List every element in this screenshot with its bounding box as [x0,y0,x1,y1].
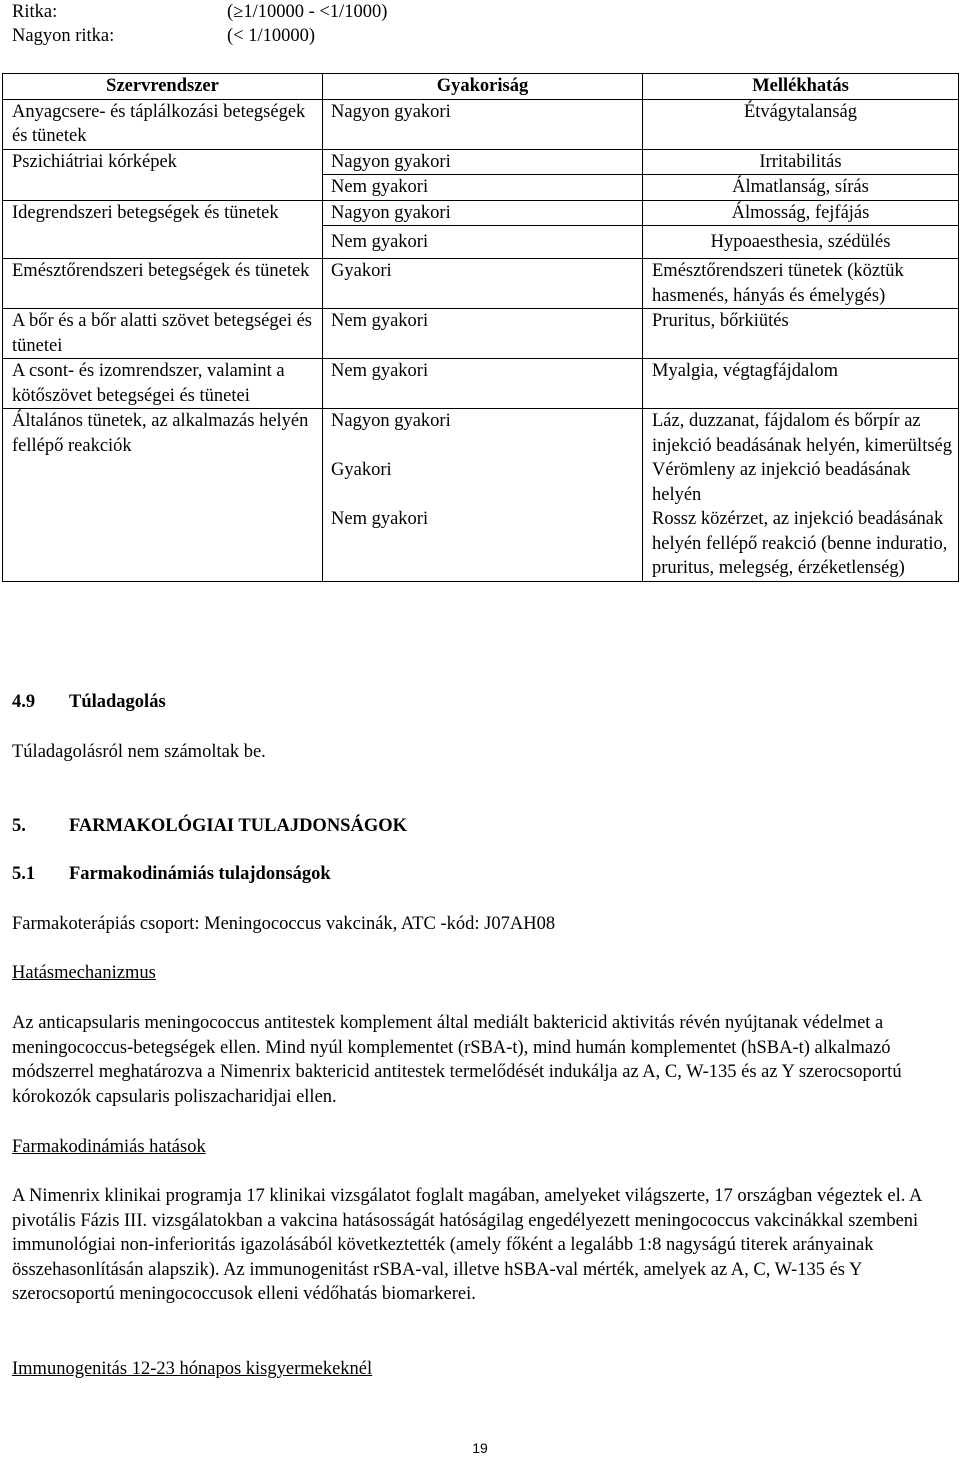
frequency-cell: Nem gyakori [323,226,643,259]
frequency-cell: Nem gyakori [323,359,643,409]
organ-cell: A csont- és izomrendszer, valamint a kötőszövet betegségei és tünetei [3,359,323,409]
frequency-cell: Nagyon gyakori [323,409,643,459]
effect-cell: Myalgia, végtagfájdalom [643,359,959,409]
page-number: 19 [472,1440,488,1456]
organ-cell: Emésztőrendszeri betegségek és tünetek [3,259,323,309]
section-5-1-number: 5.1 [12,864,36,884]
section-5-title: FARMAKOLÓGIAI TULAJDONSÁGOK [69,816,407,836]
table-row [3,409,959,459]
legend-label-rare: Ritka: [12,2,58,22]
legend-value-rare: (≥1/10000 - <1/1000) [227,2,388,22]
effect-cell: Pruritus, bőrkiütés [643,309,959,359]
frequency-cell: Gyakori [323,259,643,309]
adverse-effects-table [2,73,959,582]
header-adverse-effect: Mellékhatás [643,74,959,100]
table-header-row [3,74,959,100]
table-row [3,200,959,226]
table-row [3,149,959,175]
legend-label-very-rare: Nagyon ritka: [12,26,115,46]
mechanism-heading: Hatásmechanizmus [12,963,156,983]
organ-cell: A bőr és a bőr alatti szövet betegségei és tünetei [3,309,323,359]
section-5-1-title: Farmakodinámiás tulajdonságok [69,864,331,884]
table-row [3,99,959,149]
table-row [3,259,959,309]
section-5-number: 5. [12,816,26,836]
effect-cell: Álmosság, fejfájás [643,200,959,226]
legend-value-very-rare: (< 1/10000) [227,26,316,46]
effect-cell: Rossz közérzet, az injekció beadásának helyén fellépő reakció (benne induratio, pruritus, melegség, érzéketlenség) [643,507,959,581]
frequency-cell: Nem gyakori [323,507,643,581]
organ-cell: Általános tünetek, az alkalmazás helyén fellépő reakciók [3,409,323,582]
effects-text: A Nimenrix klinikai programja 17 klinikai vizsgálatot foglalt magában, amelyeket világszerte, 17 országban végeztek el. A pivotális Fázis III. vizsgálatokban a vakcina hatásosságát hatóságilag engedélyezett meningococcus vakcinákkal szembeni immunológiai non-inferioritás igazolásából következtették (amely főként a legalább 1:8 nagyságú titerek arányainak összehasonlításán alapszik). Az immunogenitást rSBA-val, illetve hSBA-val mérték, amelyek az A, C, W-135 és Y szerocsoportú meningococcusok elleni védőhatás biomarkerei. [12,1186,922,1304]
frequency-cell: Nagyon gyakori [323,99,643,149]
frequency-cell: Nagyon gyakori [323,200,643,226]
organ-cell: Anyagcsere- és táplálkozási betegségek és tünetek [3,99,323,149]
pharmacotherapeutic-group: Farmakoterápiás csoport: Meningococcus vakcinák, ATC -kód: J07AH08 [12,914,556,934]
header-organ-system: Szervrendszer [3,74,323,100]
effect-cell: Vérömleny az injekció beadásának helyén [643,458,959,507]
table-row [3,359,959,409]
frequency-cell: Nagyon gyakori [323,149,643,175]
effect-cell: Álmatlanság, sírás [643,175,959,201]
section-4-9-title: Túladagolás [69,692,166,712]
frequency-cell: Nem gyakori [323,309,643,359]
section-4-9-text: Túladagolásról nem számoltak be. [12,742,266,762]
immunogenicity-heading: Immunogenitás 12-23 hónapos kisgyermekeknél [12,1359,373,1379]
organ-cell: Pszichiátriai kórképek [3,149,323,200]
effect-cell: Irritabilitás [643,149,959,175]
effects-heading: Farmakodinámiás hatások [12,1137,206,1157]
section-4-9-number: 4.9 [12,692,36,712]
effect-cell: Láz, duzzanat, fájdalom és bőrpír az injekció beadásának helyén, kimerültség [643,409,959,459]
header-frequency: Gyakoriság [323,74,643,100]
mechanism-text: Az anticapsularis meningococcus antitestek komplement által mediált baktericid aktivitás révén nyújtanak védelmet a meningococcus-betegségek ellen. Mind nyúl komplementet (rSBA-t), mind humán komplementet (hSBA-t) alkalmazó módszerrel meghatározva a Nimenrix baktericid antitestek termelődését indukálja az A, C, W-135 és az Y szerocsoportú kórokozók capsularis poliszacharidjai ellen. [12,1013,902,1107]
frequency-cell: Nem gyakori [323,175,643,201]
effect-cell: Étvágytalanság [643,99,959,149]
effect-cell: Emésztőrendszeri tünetek (köztük hasmenés, hányás és émelygés) [643,259,959,309]
frequency-cell: Gyakori [323,458,643,507]
effect-cell: Hypoaesthesia, szédülés [643,226,959,259]
table-row [3,309,959,359]
organ-cell: Idegrendszeri betegségek és tünetek [3,200,323,259]
